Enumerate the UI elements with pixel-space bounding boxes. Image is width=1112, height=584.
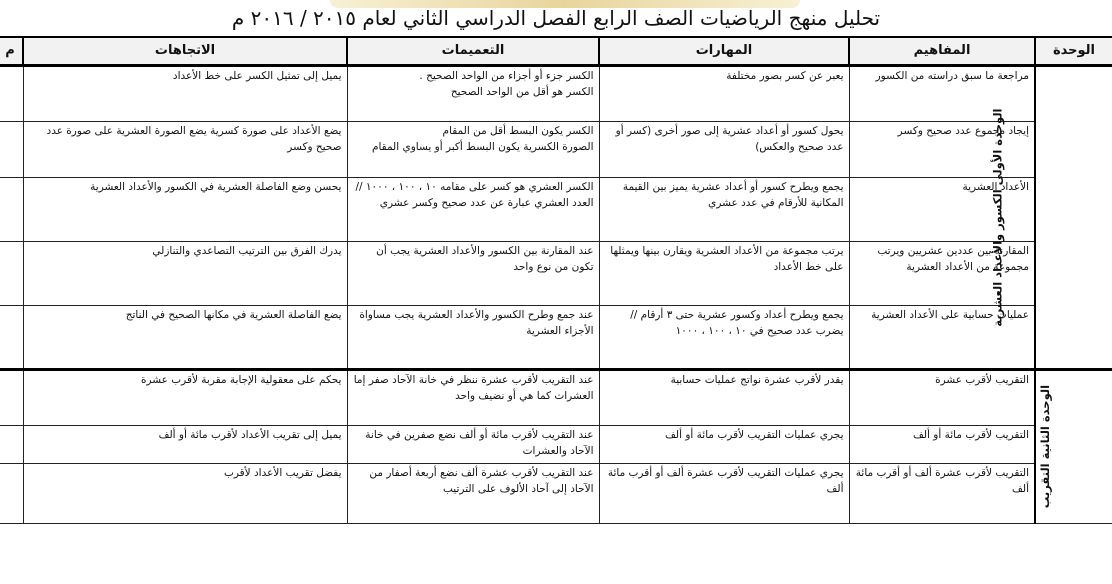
- concept-cell: التقريب لأقرب عشرة: [849, 370, 1035, 426]
- attitude-cell: يميل إلى تمثيل الكسر على خط الأعداد: [23, 66, 347, 122]
- skill-cell: يجري عمليات التقريب لأقرب عشرة ألف أو أقرب مائة ألف: [599, 464, 849, 524]
- unit-cell: [990, 66, 1112, 370]
- extra-cell: [0, 178, 23, 242]
- generalization-line: عند التقريب لأقرب عشرة ننظر في خانة الآحاد صفر إما العشرات كما هي أو نضيف واحد: [353, 374, 594, 402]
- table-row: [0, 306, 1112, 370]
- generalization-cell: [347, 242, 599, 306]
- skill-cell: يرتب مجموعة من الأعداد العشرية ويقارن بينها ويمثلها على خط الأعداد: [599, 242, 849, 306]
- header-extra: م: [0, 37, 23, 66]
- generalization-line: الكسر جزء أو أجزاء من الواحد الصحيح .: [419, 70, 594, 82]
- generalization-line: الكسر يكون البسط أقل من المقام: [442, 125, 594, 137]
- page-title: تحليل منهج الرياضيات الصف الرابع الفصل الدراسي الثاني لعام ٢٠١٥ / ٢٠١٦ م: [231, 6, 881, 30]
- generalization-line: الكسر العشري هو كسر على مقامه ١٠ ، ١٠٠ ، ١٠٠٠ // العدد العشري عبارة عن عدد صحيح وكسر عشري: [355, 181, 594, 209]
- generalization-line: عند التقريب لأقرب عشرة ألف نضع أربعة أصفار من الآحاد إلى آحاد الألوف على الترتيب: [369, 467, 594, 495]
- skill-cell: يجمع ويطرح أعداد وكسور عشرية حتى ٣ أرقام // يضرب عدد صحيح في ١٠ ، ١٠٠ ، ١٠٠٠: [599, 306, 849, 370]
- unit-name: الوحدة الثانية التقريب: [1037, 385, 1052, 509]
- generalization-cell: [347, 426, 599, 464]
- skill-cell: يجمع ويطرح كسور أو أعداد عشرية يميز بين القيمة المكانية للأرقام في عدد عشري: [599, 178, 849, 242]
- table-row: [0, 242, 1112, 306]
- concept-cell: مراجعة ما سبق دراسته من الكسور: [849, 66, 1035, 122]
- generalization-cell: [347, 464, 599, 524]
- concept-cell: المقارنة بين عددين عشريين ويرتب مجموعة من الأعداد العشرية: [849, 242, 1035, 306]
- attitude-cell: يدرك الفرق بين الترتيب التصاعدي والتنازلي: [23, 242, 347, 306]
- table-row: [0, 426, 1112, 464]
- concept-cell: عمليات حسابية على الأعداد العشرية: [849, 306, 1035, 370]
- generalization-line: عند التقريب لأقرب مائة أو ألف نضع صفرين في خانة الآحاد والعشرات: [365, 429, 594, 457]
- concept-cell: إيجاد مجموع عدد صحيح وكسر: [849, 122, 1035, 178]
- generalization-cell: [347, 178, 599, 242]
- attitude-cell: يفضل تقريب الأعداد لأقرب: [23, 464, 347, 524]
- generalization-cell: [347, 370, 599, 426]
- table-body: [0, 66, 1112, 524]
- header-generalizations: التعميمات: [347, 37, 599, 66]
- attitude-cell: يضع الفاصلة العشرية في مكانها الصحيح في الناتج: [23, 306, 347, 370]
- attitude-cell: يحسن وضع الفاصلة العشرية في الكسور والأعداد العشرية: [23, 178, 347, 242]
- skill-cell: يعبر عن كسر بصور مختلفة: [599, 66, 849, 122]
- extra-cell: [0, 464, 23, 524]
- skill-cell: يحول كسور أو أعداد عشرية إلى صور أخرى (كسر أو عدد صحيح والعكس): [599, 122, 849, 178]
- attitude-cell: يميل إلى تقريب الأعداد لأقرب مائة أو ألف: [23, 426, 347, 464]
- skill-cell: يقدر لأقرب عشرة نواتج عمليات حسابية: [599, 370, 849, 426]
- attitude-cell: يضع الأعداد على صورة كسرية يضع الصورة العشرية على صورة عدد صحيح وكسر: [23, 122, 347, 178]
- header-attitudes: الاتجاهات: [23, 37, 347, 66]
- table-row: [0, 370, 1112, 426]
- generalization-line: الصورة الكسرية يكون البسط أكبر أو يساوي المقام: [371, 140, 594, 153]
- generalization-line: الكسر هو أقل من الواحد الصحيح: [450, 85, 594, 98]
- table-row: [0, 464, 1112, 524]
- skill-cell: يجري عمليات التقريب لأقرب مائة أو ألف: [599, 426, 849, 464]
- header-unit: الوحدة: [1035, 37, 1112, 66]
- extra-cell: [0, 66, 23, 122]
- extra-cell: [0, 242, 23, 306]
- generalization-cell: [347, 306, 599, 370]
- table-row: [0, 122, 1112, 178]
- unit-name: الوحدة الأولى الكسور والأعداد العشرية: [990, 108, 1005, 327]
- generalization-line: عند المقارنة بين الكسور والأعداد العشرية يجب أن تكون من نوع واحد: [376, 245, 594, 273]
- table-header-row: [0, 37, 1112, 66]
- extra-cell: [0, 122, 23, 178]
- concept-cell: التقريب لأقرب عشرة ألف أو أقرب مائة ألف: [849, 464, 1035, 524]
- extra-cell: [0, 426, 23, 464]
- generalization-cell: [347, 122, 599, 178]
- generalization-line: عند جمع وطرح الكسور والأعداد العشرية يجب مساواة الأجزاء العشرية: [359, 309, 594, 337]
- header-skills: المهارات: [599, 37, 849, 66]
- header-concepts: المفاهيم: [849, 37, 1035, 66]
- extra-cell: [0, 306, 23, 370]
- concept-cell: الأعداد العشرية: [849, 178, 1035, 242]
- attitude-cell: يحكم على معقولية الإجابة مقربة لأقرب عشرة: [23, 370, 347, 426]
- curriculum-analysis-table: [0, 36, 1112, 524]
- extra-cell: [0, 370, 23, 426]
- generalization-cell: [347, 66, 599, 122]
- table-row: [0, 66, 1112, 122]
- concept-cell: التقريب لأقرب مائة أو ألف: [849, 426, 1035, 464]
- unit-cell: [1035, 370, 1112, 524]
